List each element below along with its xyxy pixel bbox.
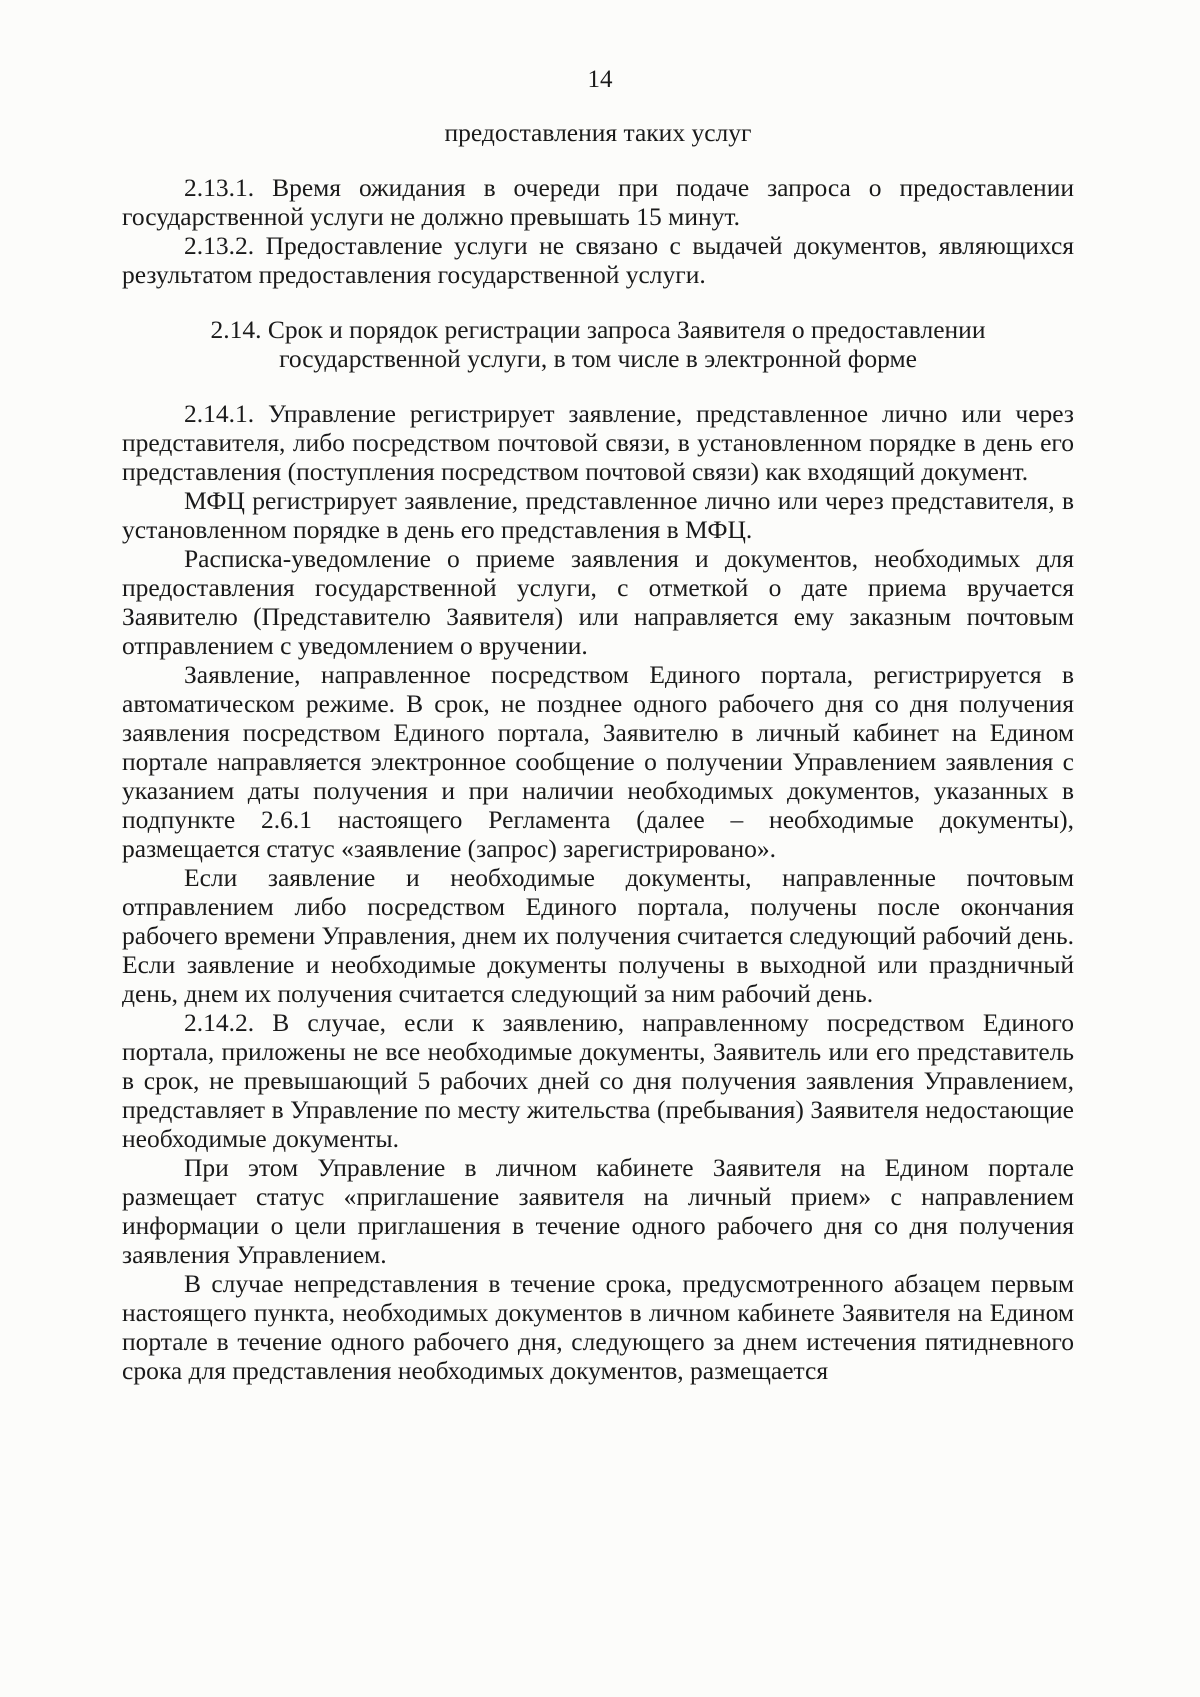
paragraph-receipt: Расписка-уведомление о приеме заявления и документов, необходимых для предоставления государственной услуги, с отметкой о дате приема вручается Заявителю (Представителю Заявителя) или направляется ему заказным почтовым отправлением с уведомлением о вручении. — [122, 544, 1074, 660]
paragraph-2-13-1: 2.13.1. Время ожидания в очереди при подаче запроса о предоставлении государственной услуги не должно превышать 15 минут. — [122, 173, 1074, 231]
paragraph-mfc: МФЦ регистрирует заявление, представленное лично или через представителя, в установленном порядке в день его представления в МФЦ. — [122, 486, 1074, 544]
paragraph-non-submission: В случае непредставления в течение срока, предусмотренного абзацем первым настоящего пункта, необходимых документов в личном кабинете Заявителя на Едином портале в течение одного рабочего дня, следующего за днем истечения пятидневного срока для представления необходимых документов, размещается — [122, 1269, 1074, 1385]
paragraph-2-14-1: 2.14.1. Управление регистрирует заявление, представленное лично или через представителя, либо посредством почтовой связи, в установленном порядке в день его представления (поступления посредством почтовой связи) как входящий документ. — [122, 399, 1074, 486]
paragraph-after-hours: Если заявление и необходимые документы, направленные почтовым отправлением либо посредством Единого портала, получены после окончания рабочего времени Управления, днем их получения считается следующий рабочий день. Если заявление и необходимые документы получены в выходной или праздничный день, днем их получения считается следующий за ним рабочий день. — [122, 863, 1074, 1008]
paragraph-2-14-2: 2.14.2. В случае, если к заявлению, направленному посредством Единого портала, приложены не все необходимые документы, Заявитель или его представитель в срок, не превышающий 5 рабочих дней со дня получения заявления Управлением, представляет в Управление по месту жительства (пребывания) Заявителя недостающие необходимые документы. — [122, 1008, 1074, 1153]
paragraph-2-13-2: 2.13.2. Предоставление услуги не связано с выдачей документов, являющихся результатом предоставления государственной услуги. — [122, 231, 1074, 289]
document-body — [122, 118, 1074, 1385]
page-number: 14 — [587, 66, 613, 93]
section-heading-2-14: 2.14. Срок и порядок регистрации запроса Заявителя о предоставлении государственной услуги, в том числе в электронной форме — [210, 315, 986, 373]
paragraph-portal-registration: Заявление, направленное посредством Единого портала, регистрируется в автоматическом режиме. В срок, не позднее одного рабочего дня со дня получения заявления посредством Единого портала, Заявителю в личный кабинет на Едином портале направляется электронное сообщение о получении Управлением заявления с указанием даты получения и при наличии необходимых документов, указанных в подпункте 2.6.1 настоящего Регламента (далее – необходимые документы), размещается статус «заявление (запрос) зарегистрировано». — [122, 660, 1074, 863]
heading-continuation: предоставления таких услуг — [444, 118, 752, 147]
paragraph-invitation: При этом Управление в личном кабинете Заявителя на Едином портале размещает статус «приглашение заявителя на личный прием» с направлением информации о цели приглашения в течение одного рабочего дня со дня получения заявления Управлением. — [122, 1153, 1074, 1269]
